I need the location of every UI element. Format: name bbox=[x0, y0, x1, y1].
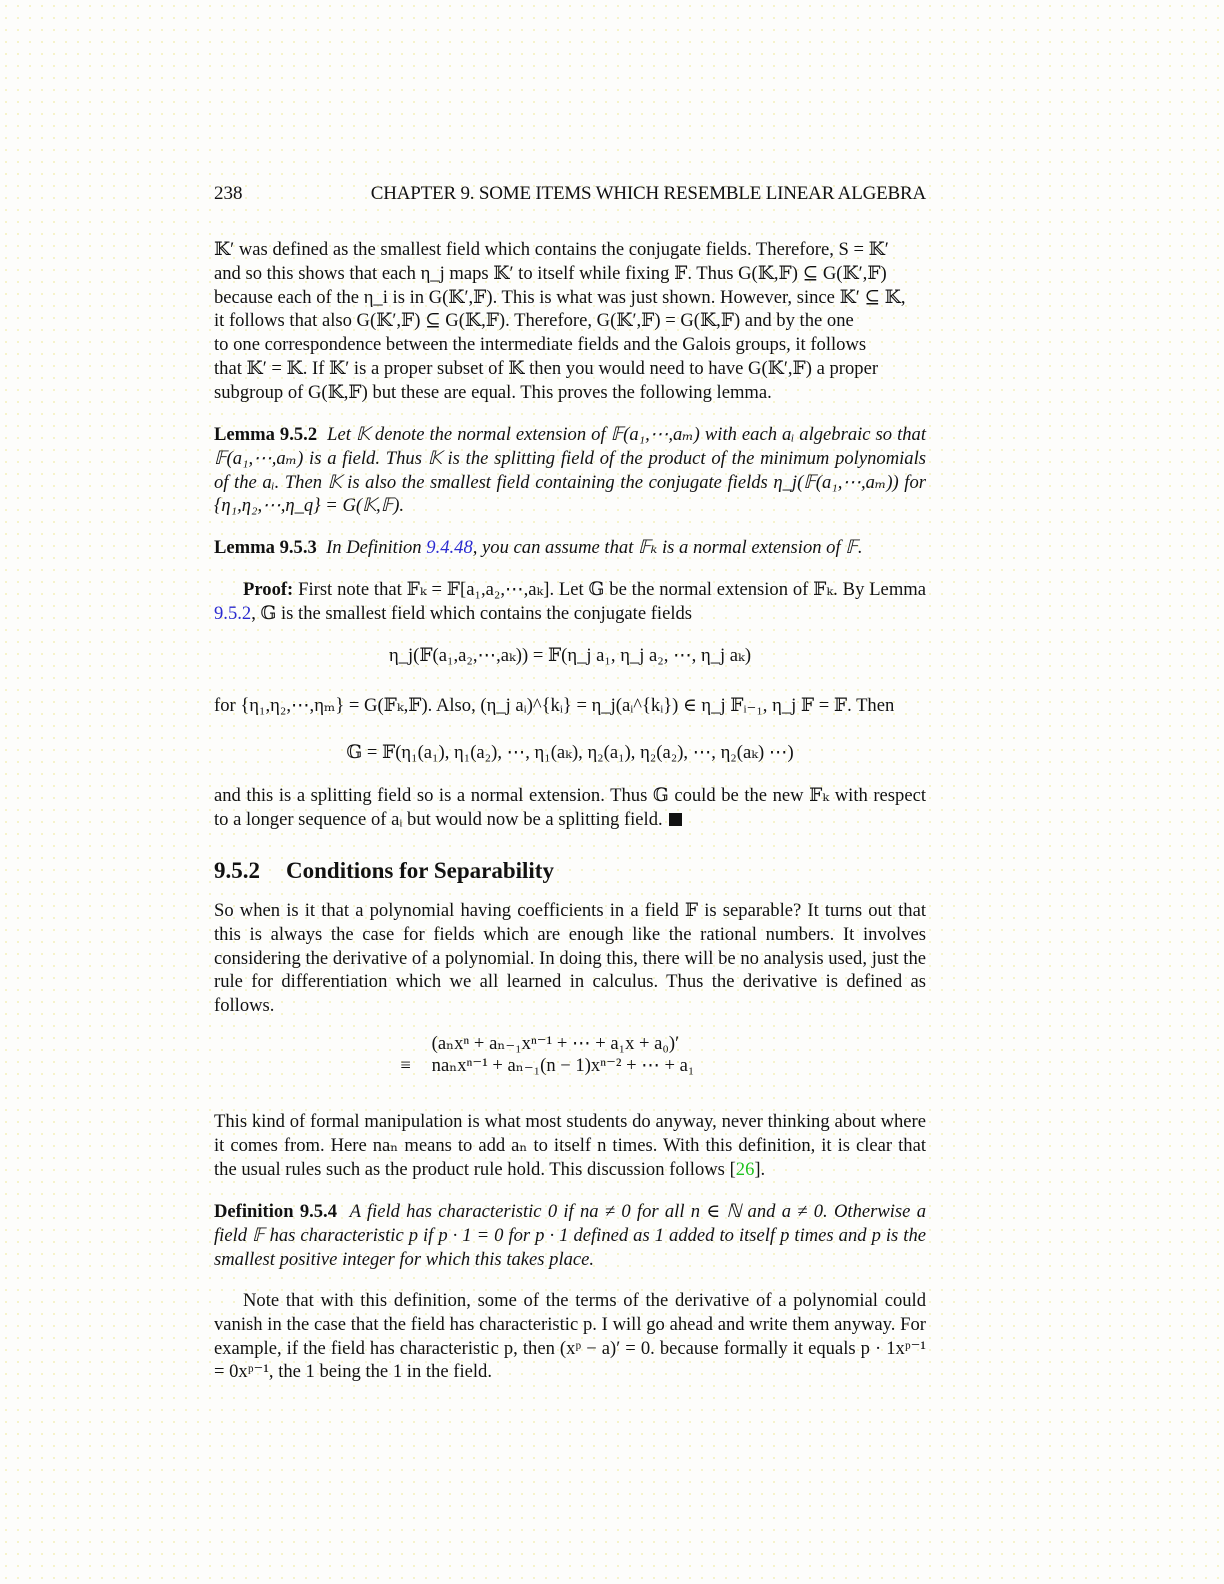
lemma-label: Lemma 9.5.2 bbox=[214, 424, 318, 445]
text-line: to one correspondence between the intermediate fields and the Galois groups, it follows bbox=[214, 334, 867, 356]
paragraph-kprime bbox=[214, 238, 926, 405]
section-number: 9.5.2 bbox=[214, 858, 260, 883]
paragraph-formal-manipulation bbox=[214, 1110, 926, 1181]
text-line: it follows that also G(𝕂′,𝔽) ⊆ G(𝕂,𝔽). Therefore, G(𝕂′,𝔽) = G(𝕂,𝔽) and by the one bbox=[214, 310, 854, 332]
lemma-9-5-3 bbox=[214, 536, 926, 560]
equiv-symbol: ≡ bbox=[400, 1055, 411, 1076]
text-line: and so this shows that each η_j maps 𝕂′ to itself while fixing 𝔽. Thus G(𝕂,𝔽) ⊆ G(𝕂′,𝔽) bbox=[214, 262, 887, 284]
derivative-lhs: (aₙxⁿ + aₙ₋₁xⁿ⁻¹ + ⋯ + a₁x + a₀)′ bbox=[431, 1033, 680, 1054]
lemma-statement-start: In Definition bbox=[326, 537, 422, 558]
derivative-rhs: naₙxⁿ⁻¹ + aₙ₋₁(n − 1)xⁿ⁻² + ⋯ + a₁ bbox=[431, 1055, 695, 1076]
definition-9-5-4 bbox=[214, 1200, 926, 1271]
text-line: 𝕂′ was defined as the smallest field which contains the conjugate fields. Therefore, S = 𝕂′ bbox=[214, 239, 889, 260]
paragraph-text: This kind of formal manipulation is what most students do anyway, never thinking about where it comes from. Here naₙ means to add aₙ to itself n times. With this definition, it is clear that the usual rules such as the product rule hold. This discussion follows [ bbox=[214, 1111, 926, 1180]
proof-paragraph bbox=[214, 578, 926, 626]
page-number: 238 bbox=[214, 183, 243, 204]
text-line: that 𝕂′ = 𝕂. If 𝕂′ is a proper subset of 𝕂 then you would need to have G(𝕂′,𝔽) a proper bbox=[214, 357, 879, 379]
citation-link[interactable]: 26 bbox=[735, 1158, 755, 1180]
equation-G: 𝔾 = 𝔽(η₁(a₁), η₁(a₂), ⋯, η₁(aₖ), η₂(a₁), η₂(a₂), ⋯, η₂(aₖ) ⋯) bbox=[346, 742, 794, 763]
definition-label: Definition 9.5.4 bbox=[214, 1201, 338, 1222]
paragraph-separability: So when is it that a polynomial having coefficients in a field 𝔽 is separable? It turns out that this is always the case for fields which are enough like the rational numbers. It involves considering the derivative of a polynomial. In doing this, there will be no analysis used, just the rule for differentiation which we all learned in calculus. Thus the derivative is defined as follows. bbox=[214, 900, 926, 1017]
proof-line-for: for {η₁,η₂,⋯,ηₘ} = G(𝔽ₖ,𝔽). Also, (η_j aᵢ)^{kᵢ} = η_j(aᵢ^{kᵢ}) ∈ η_j 𝔽ᵢ₋₁, η_j 𝔽 = 𝔽. Then bbox=[214, 695, 895, 716]
derivative-definition bbox=[214, 1033, 926, 1077]
definition-link[interactable]: 9.4.48 bbox=[426, 537, 473, 558]
lemma-9-5-2 bbox=[214, 423, 926, 518]
section-heading bbox=[214, 858, 926, 884]
proof-label: Proof: bbox=[243, 579, 294, 600]
lemma-link[interactable]: 9.5.2 bbox=[214, 602, 252, 624]
lemma-statement-end: , you can assume that 𝔽ₖ is a normal extension of 𝔽. bbox=[472, 537, 863, 558]
section-title: Conditions for Separability bbox=[286, 858, 554, 883]
lemma-label: Lemma 9.5.3 bbox=[214, 537, 317, 558]
proof-text: First note that 𝔽ₖ = 𝔽[a₁,a₂,⋯,aₖ]. Let 𝔾 be the normal extension of 𝔽ₖ. By Lemma bbox=[298, 579, 926, 600]
paragraph-text-end: ]. bbox=[754, 1158, 766, 1180]
lemma-statement: Let 𝕂 denote the normal extension of 𝔽(a₁,⋯,aₘ) with each aᵢ algebraic so that 𝔽(a₁,⋯,aₘ) is a field. Thus 𝕂 is the splitting field of the product of the minimum polynomials of the aᵢ. Then 𝕂 is also the smallest field containing the conjugate fields η_j(𝔽(a₁,⋯,aₘ)) for {η₁,η₂,⋯,η_q} = G(𝕂,𝔽). bbox=[214, 424, 927, 517]
proof-conclusion bbox=[214, 784, 926, 832]
proof-text-cont: , 𝔾 is the smallest field which contains the conjugate fields bbox=[251, 602, 693, 624]
proof-conclusion-text: and this is a splitting field so is a normal extension. Thus 𝔾 could be the new 𝔽ₖ with respect to a longer sequence of aᵢ but would now be a splitting field. bbox=[214, 785, 926, 830]
chapter-title: CHAPTER 9. SOME ITEMS WHICH RESEMBLE LINEAR ALGEBRA bbox=[370, 183, 926, 204]
text-line: subgroup of G(𝕂,𝔽) but these are equal. This proves the following lemma. bbox=[214, 381, 772, 403]
paragraph-characteristic-note: Note that with this definition, some of the terms of the derivative of a polynomial could vanish in the case that the field has characteristic p. I will go ahead and write them anyway. For example, if the field has characteristic p, then (xᵖ − a)′ = 0. because formally it equals p · 1xᵖ⁻¹ = 0xᵖ⁻¹, the 1 being the 1 in the field. bbox=[214, 1290, 926, 1383]
text-line: because each of the η_i is in G(𝕂′,𝔽). This is what was just shown. However, since 𝕂′ ⊆ 𝕂, bbox=[214, 286, 906, 308]
definition-statement: A field has characteristic 0 if na ≠ 0 for all n ∈ ℕ and a ≠ 0. Otherwise a field 𝔽 has characteristic p if p · 1 = 0 for p · 1 defined as 1 added to itself p times and p is the smallest positive integer for which this takes place. bbox=[214, 1201, 926, 1270]
qed-square-icon bbox=[669, 813, 682, 826]
running-header bbox=[214, 183, 926, 205]
equation-conjugate-fields: η_j(𝔽(a₁,a₂,⋯,aₖ)) = 𝔽(η_j a₁, η_j a₂, ⋯, η_j aₖ) bbox=[388, 645, 752, 666]
